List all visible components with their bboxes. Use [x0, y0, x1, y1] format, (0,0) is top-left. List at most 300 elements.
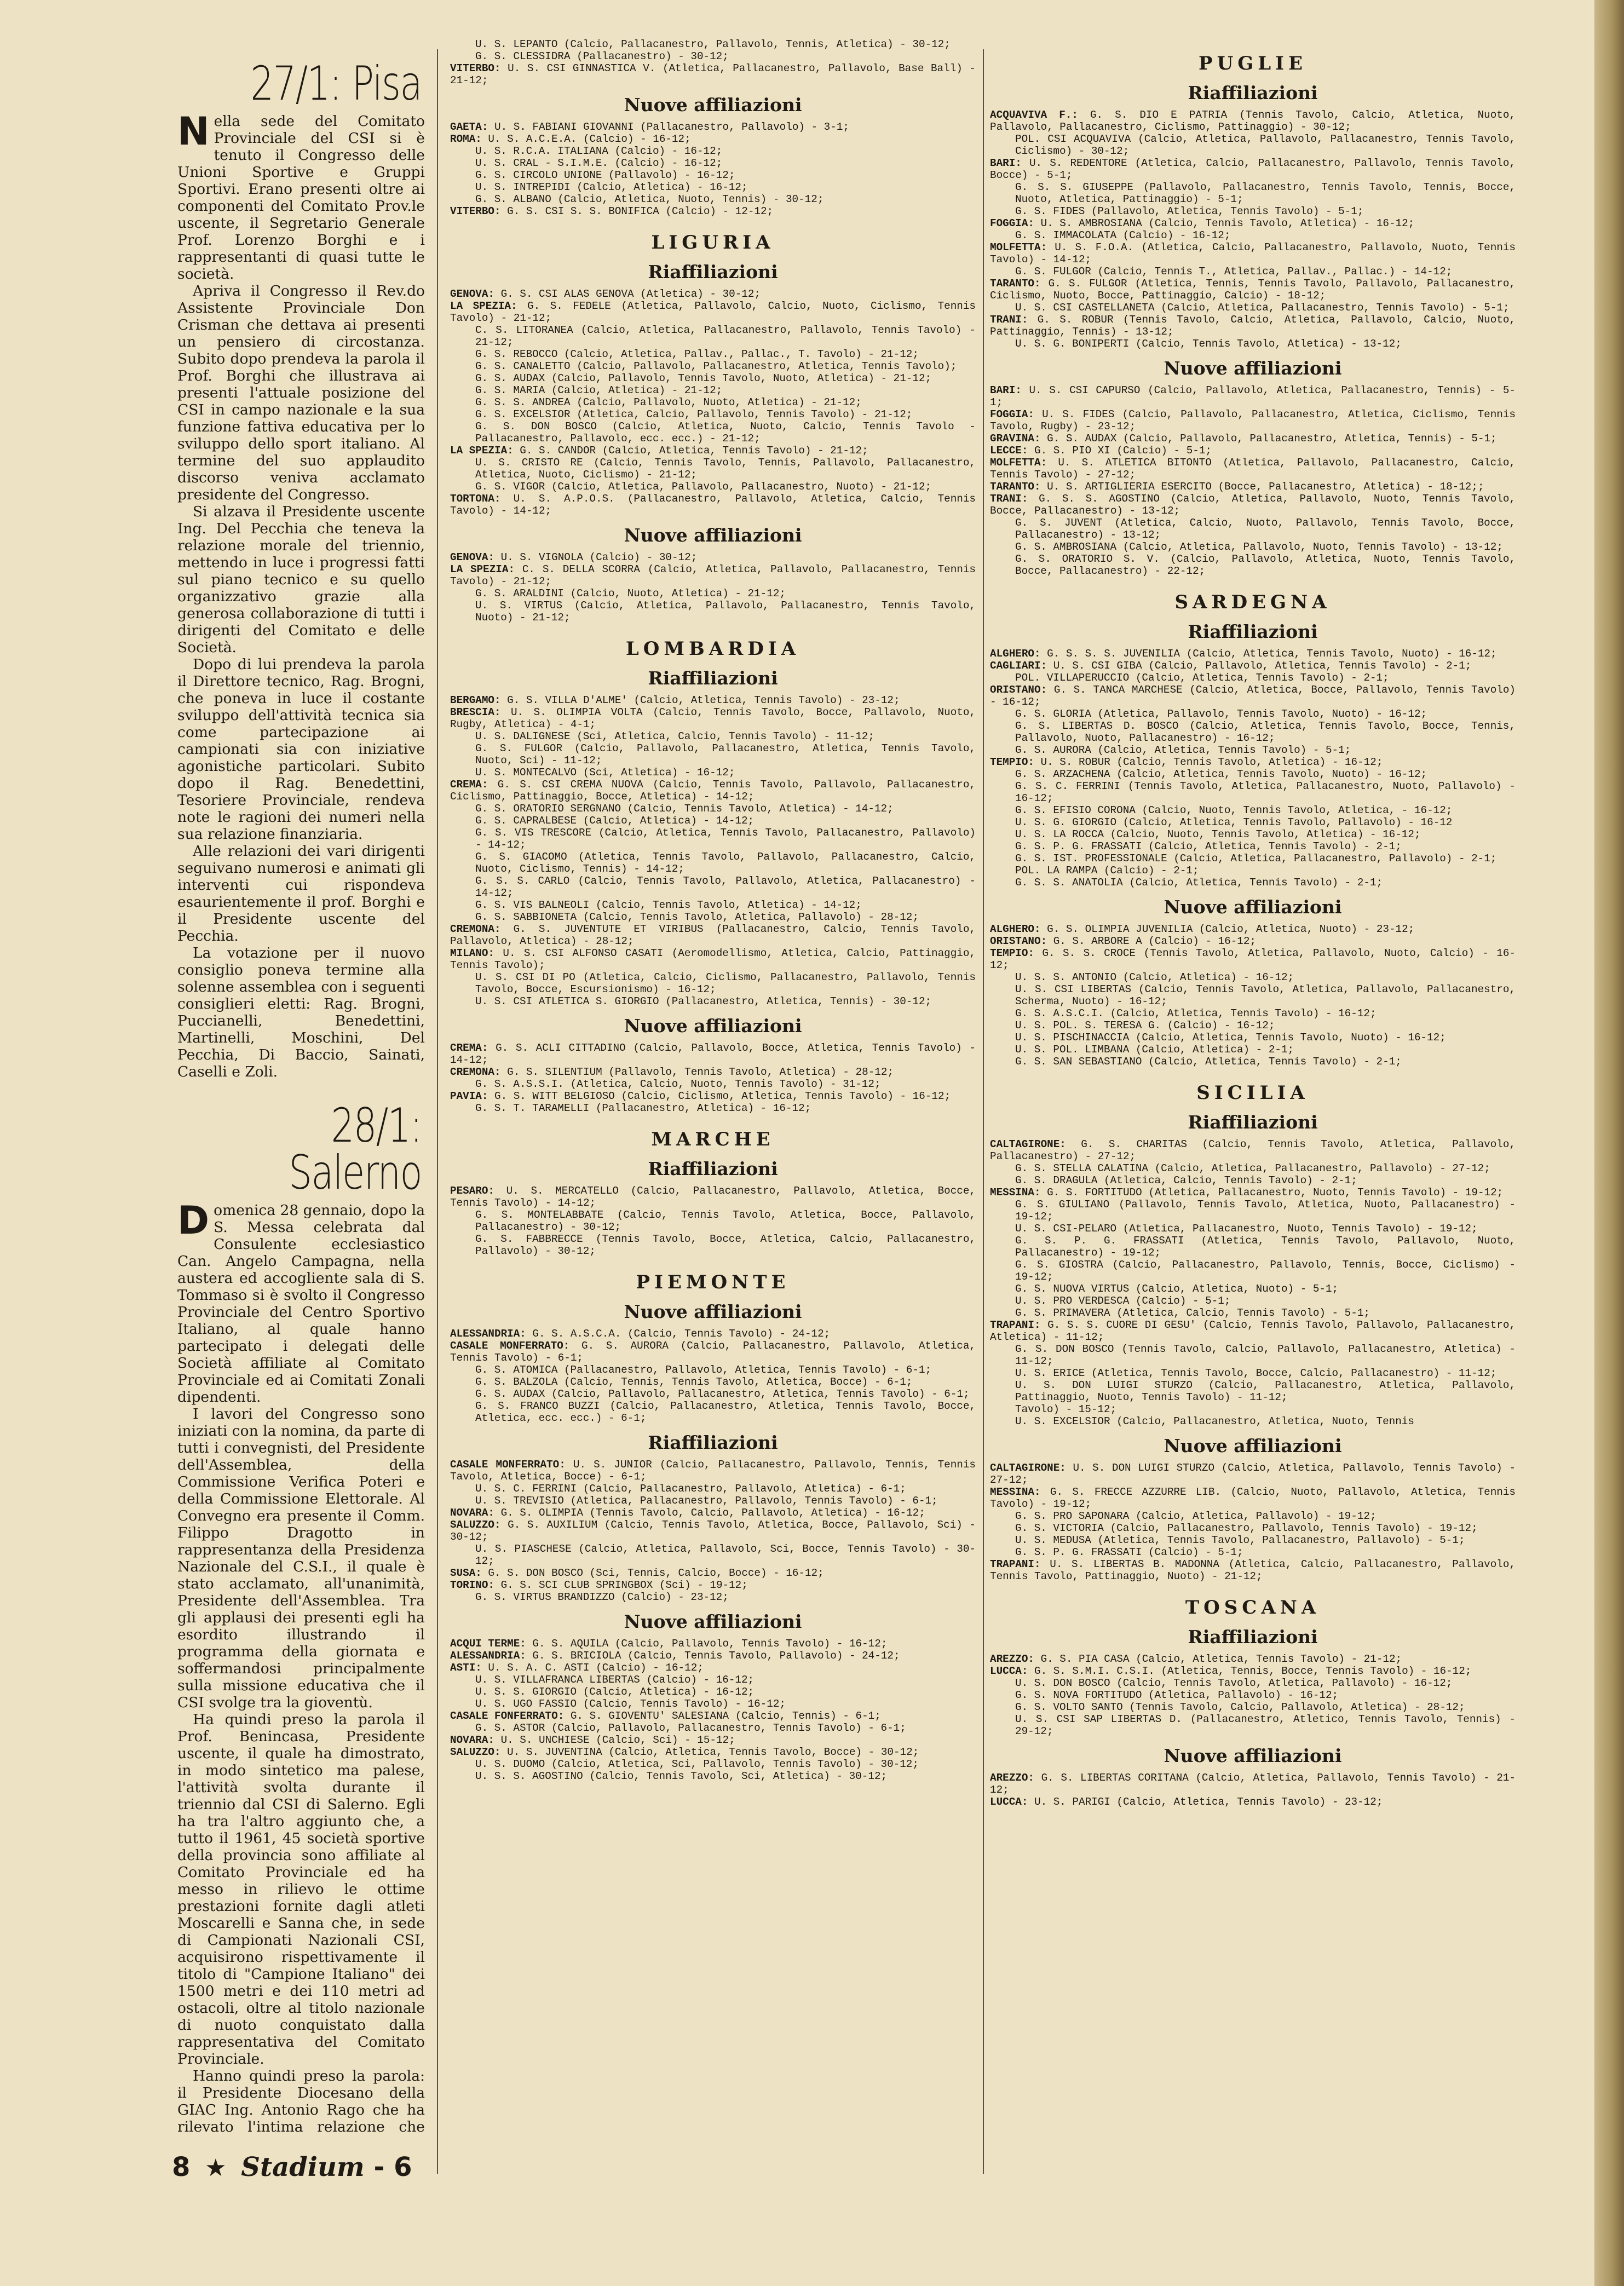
affiliation-entry	[990, 1199, 1516, 1223]
entry-text: U. S. S. GIORGIO (Calcio, Atletica) - 16-12;	[475, 1686, 755, 1698]
entry-text: G. S. P. G. FRASSATI (Calcio) - 5-1;	[1015, 1546, 1243, 1558]
section-subheading: Riaffiliazioni	[648, 1158, 778, 1179]
affiliation-entry	[990, 1295, 1516, 1307]
affiliation-entry	[450, 1650, 976, 1662]
affiliation-entry	[990, 1534, 1516, 1546]
affiliation-entry	[450, 421, 976, 445]
entry-text: U. S. MERCATELLO (Calcio, Pallacanestro, Pallavolo, Atletica, Bocce, Tennis Tavolo) - 14-12;	[450, 1185, 976, 1209]
entry-text: U. S. C. FERRINI (Calcio, Pallacanestro, Pallavolo, Atletica) - 6-1;	[475, 1483, 906, 1495]
affiliation-entry	[450, 995, 976, 1007]
entry-text: G. S. NUOVA VIRTUS (Calcio, Atletica, Nuoto) - 5-1;	[1015, 1283, 1339, 1295]
entry-text: U. S. OLIMPIA VOLTA (Calcio, Tennis Tavolo, Bocce, Pallavolo, Nuoto, Rugby, Atletica) - 4-1;	[450, 706, 976, 730]
affiliation-entry	[450, 324, 976, 348]
affiliation-entry	[990, 756, 1516, 768]
entry-text: G. S. DIO E PATRIA (Tennis Tavolo, Calcio, Atletica, Nuoto, Pallavolo, Pallacanestro, Ciclismo, Pattinaggio) - 30-12;	[990, 109, 1516, 133]
city-label: LECCE:	[990, 445, 1028, 457]
affiliation-entry	[450, 1722, 976, 1734]
affiliation-entry	[990, 1007, 1516, 1020]
city-label: TRAPANI:	[990, 1319, 1041, 1331]
region-heading: SARDEGNA	[1174, 591, 1331, 613]
affiliation-entry	[990, 865, 1516, 877]
affiliation-entry	[450, 1376, 976, 1388]
entry-text: U. S. UGO FASSIO (Calcio, Tennis Tavolo) - 16-12;	[475, 1698, 786, 1710]
entry-text: G. S. PRO SAPONARA (Calcio, Atletica, Pallavolo) - 19-12;	[1015, 1510, 1377, 1522]
section-subheading: Nuove affiliazioni	[1164, 896, 1342, 918]
city-label: TORINO:	[450, 1579, 494, 1591]
entry-text: U. S. R.C.A. ITALIANA (Calcio) - 16-12;	[475, 145, 723, 157]
entry-text: G. S. ALBANO (Calcio, Atletica, Nuoto, Tennis) - 30-12;	[475, 193, 824, 205]
city-label: VITERBO:	[450, 205, 501, 217]
entry-text: U. S. LA ROCCA (Calcio, Nuoto, Tennis Tavolo, Atletica) - 16-12;	[1015, 828, 1421, 840]
affiliation-entry	[990, 1056, 1516, 1068]
affiliation-entry	[450, 493, 976, 517]
affiliation-entry	[450, 1770, 976, 1782]
affiliation-entry	[990, 314, 1516, 338]
affiliation-entry	[990, 1162, 1516, 1174]
entry-text: G. S. CANALETTO (Calcio, Pallavolo, Pallacanestro, Atletica, Tennis Tavolo);	[475, 360, 957, 372]
city-label: LA SPEZIA:	[450, 445, 514, 457]
city-label: AREZZO:	[990, 1653, 1034, 1665]
entry-text: U. S. ERICE (Atletica, Tennis Tavolo, Bocce, Calcio, Pallacanestro) - 11-12;	[1015, 1367, 1497, 1379]
affiliation-entry	[990, 1379, 1516, 1403]
entry-text: G. S. FULGOR (Atletica, Tennis, Tennis Tavolo, Pallavolo, Pallacanestro, Ciclismo, Nuoto, Bocce, Pattinaggio, Calcio) - 18-12;	[990, 278, 1516, 302]
entry-text: POL. CSI ACQUAVIVA (Calcio, Atletica, Pallavolo, Pallacanestro, Tennis Tavolo, Ciclismo) - 30-12;	[1015, 133, 1516, 157]
region-heading: LOMBARDIA	[625, 638, 801, 660]
city-label: GENOVA:	[450, 288, 494, 300]
entry-text: G. S. PIO XI (Calcio) - 5-1;	[1028, 445, 1212, 457]
affiliation-entry	[990, 1343, 1516, 1367]
entry-text: Tavolo) - 15-12;	[1015, 1403, 1117, 1415]
affiliation-entry	[990, 1307, 1516, 1319]
affiliation-entry	[990, 828, 1516, 840]
paragraph-text: omenica 28 gennaio, dopo la S. Messa celebrata dal Consulente ecclesiastico Can. Angelo Campagna, nella austera ed accogliente sala di S. Tommaso si è svolto il Congresso Provinciale del Centro Sportivo Italiano, al quale hanno partecipato i delegati delle Società affiliate al Comitato Provinciale ed ai Comitati Zonali dipendenti.	[177, 1202, 425, 1406]
entry-text: U. S. S. AGOSTINO (Calcio, Tennis Tavolo, Sci, Atletica) - 30-12;	[475, 1770, 888, 1782]
affiliation-entry	[450, 1758, 976, 1770]
entry-text: G. S. A.S.S.I. (Atletica, Calcio, Nuoto, Tennis Tavolo) - 31-12;	[475, 1078, 881, 1090]
entry-text: U. S. VIRTUS (Calcio, Atletica, Pallavolo, Pallacanestro, Tennis Tavolo, Nuoto) - 21-12;	[475, 600, 976, 624]
city-label: ALESSANDRIA:	[450, 1328, 526, 1340]
column-rule	[983, 49, 984, 2174]
city-label: CALTAGIRONE:	[990, 1462, 1066, 1474]
region-heading: MARCHE	[651, 1128, 775, 1150]
affiliation-entry	[450, 947, 976, 971]
affiliation-entry	[450, 1209, 976, 1233]
city-label: CREMONA:	[450, 923, 501, 935]
city-label: MESSINA:	[990, 1187, 1041, 1199]
affiliation-entry	[450, 563, 976, 588]
city-label: CREMA:	[450, 779, 488, 791]
entry-text: U. S. JUVENTINA (Calcio, Atletica, Tennis Tavolo, Bocce) - 30-12;	[500, 1746, 919, 1758]
entry-text: G. S. AMBROSIANA (Calcio, Atletica, Pallavolo, Nuoto, Tennis Tavolo) - 13-12;	[1015, 541, 1503, 553]
affiliation-entry	[990, 1653, 1516, 1665]
entry-text: G. S. T. TARAMELLI (Pallacanestro, Atletica) - 16-12;	[475, 1102, 811, 1114]
entry-text: G. S. ARALDINI (Calcio, Nuoto, Atletica) - 21-12;	[475, 588, 786, 600]
region-heading: PUGLIE	[1199, 53, 1307, 74]
city-label: TARANTO:	[990, 278, 1041, 290]
city-label: CASALE MONFERRATO:	[450, 1340, 570, 1352]
affiliation-entry	[990, 517, 1516, 541]
affiliation-entry	[990, 804, 1516, 816]
entry-text: G. S. OLIMPIA JUVENILIA (Calcio, Atletica, Nuoto) - 23-12;	[1040, 923, 1415, 935]
affiliation-entry	[450, 875, 976, 899]
entry-text: G. S. AURORA (Calcio, Atletica, Tennis Tavolo) - 5-1;	[1015, 744, 1351, 756]
entry-text: U. S. ARTIGLIERIA ESERCITO (Bocce, Pallacanestro, Atletica) - 18-12;;	[1040, 481, 1484, 493]
affiliation-entry	[990, 1415, 1516, 1427]
page-number: 8	[172, 2152, 191, 2183]
entry-text: G. S. SABBIONETA (Calcio, Tennis Tavolo, Atletica, Pallavolo) - 28-12;	[475, 911, 919, 923]
entry-text: G. S. GIOVENTU' SALESIANA (Calcio, Tennis) - 6-1;	[564, 1710, 881, 1722]
entry-text: U. S. MONTECALVO (Sci, Atletica) - 16-12;	[475, 767, 735, 779]
affiliation-entry	[990, 853, 1516, 865]
section-subheading: Nuove affiliazioni	[624, 1015, 802, 1037]
affiliation-entry	[990, 648, 1516, 660]
affiliations-column-right	[990, 38, 1516, 2163]
entry-text: G. S. AUDAX (Calcio, Pallavolo, Pallacanestro, Atletica, Tennis Tavolo) - 6-1;	[475, 1388, 970, 1400]
affiliation-entry	[990, 1713, 1516, 1737]
affiliations-column-middle	[450, 38, 976, 2163]
paragraph-text: ella sede del Comitato Provinciale del CSI si è tenuto il Congresso delle Unioni Sportive e Gruppi Sportivi. Erano presenti oltre ai componenti del Comitato Prov.le uscente, il Segretario Generale Prof. Lorenzo Borghi e i rappresentanti di quasi tutte le società.	[177, 113, 425, 283]
affiliation-entry	[990, 1522, 1516, 1534]
entry-text: G. S. FABBRECCE (Tennis Tavolo, Bocce, Atletica, Calcio, Pallacanestro, Pallavolo) - 30-12;	[475, 1233, 976, 1257]
affiliation-entry	[450, 348, 976, 360]
entry-text: U. S. DON LUIGI STURZO (Calcio, Pallacanestro, Atletica, Pallavolo, Pattinaggio, Nuoto, Tennis Tavolo) - 11-12;	[1015, 1379, 1516, 1403]
region-heading: LIGURIA	[651, 232, 775, 254]
city-label: BARI:	[990, 384, 1022, 396]
city-label: SUSA:	[450, 1567, 482, 1579]
binding-spine	[1594, 0, 1624, 2286]
affiliation-entry	[450, 384, 976, 396]
entry-text: U. S. DON LUIGI STURZO (Calcio, Atletica, Pallavolo, Tennis Tavolo) - 27-12;	[990, 1462, 1516, 1486]
affiliation-entry	[450, 300, 976, 324]
affiliation-entry	[450, 121, 976, 133]
entry-text: U. S. CSI SAP LIBERTAS D. (Pallacanestro, Atletico, Tennis Tavolo, Tennis) - 29-12;	[1015, 1713, 1516, 1737]
salerno-article	[177, 1198, 425, 2135]
article-paragraph	[177, 1198, 425, 1406]
section-subheading: Nuove affiliazioni	[624, 1301, 802, 1322]
section-subheading: Riaffiliazioni	[1188, 1626, 1318, 1648]
entry-text: G. S. EXCELSIOR (Atletica, Calcio, Pallavolo, Tennis Tavolo) - 21-12;	[475, 408, 913, 421]
affiliation-entry	[450, 1364, 976, 1376]
entry-text: G. S. GIOSTRA (Calcio, Pallacanestro, Pallavolo, Tennis, Bocce, Ciclismo) - 19-12;	[1015, 1259, 1516, 1283]
entry-text: G. S. CHARITAS (Calcio, Tennis Tavolo, Atletica, Pallavolo, Pallacanestro) - 27-12;	[990, 1138, 1516, 1162]
affiliation-entry	[450, 1662, 976, 1674]
affiliation-entry	[990, 1403, 1516, 1415]
affiliation-entry	[450, 1698, 976, 1710]
entry-text: G. S. AQUILA (Calcio, Pallavolo, Tennis Tavolo) - 16-12;	[526, 1638, 888, 1650]
entry-text: G. S. VIS TRESCORE (Calcio, Atletica, Tennis Tavolo, Pallacanestro, Pallavolo) - 14-12;	[475, 827, 976, 851]
city-label: TRAPANI:	[990, 1558, 1041, 1570]
entry-text: G. S. CIRCOLO UNIONE (Pallavolo) - 16-12;	[475, 169, 735, 181]
affiliation-entry	[990, 1235, 1516, 1259]
affiliation-entry	[990, 241, 1516, 266]
city-label: ASTI:	[450, 1662, 482, 1674]
affiliation-entry	[990, 1044, 1516, 1056]
entry-text: G. S. ARBORE A (Calcio) - 16-12;	[1047, 935, 1256, 947]
entry-text: G. S. C. FERRINI (Tennis Tavolo, Atletica, Pallacanestro, Nuoto, Pallavolo) - 16-12;	[1015, 780, 1516, 804]
affiliation-entry	[990, 672, 1516, 684]
affiliation-entry	[990, 744, 1516, 756]
affiliation-entry	[990, 1462, 1516, 1486]
entry-text: U. S. A.C.E.A. (Calcio) - 16-12;	[481, 133, 691, 145]
city-label: PAVIA:	[450, 1090, 488, 1102]
entry-text: G. S. VIRTUS BRANDIZZO (Calcio) - 23-12;	[475, 1591, 729, 1603]
entry-text: G. S. FEDELE (Atletica, Pallavolo, Calcio, Nuoto, Ciclismo, Tennis Tavolo) - 21-12;	[450, 300, 976, 324]
entry-text: G. S. GIACOMO (Atletica, Tennis Tavolo, Pallavolo, Pallacanestro, Calcio, Nuoto, Ciclismo, Tennis) - 14-12;	[475, 851, 976, 875]
entry-text: U. S. VILLAFRANCA LIBERTAS (Calcio) - 16-12;	[475, 1674, 755, 1686]
affiliation-entry	[450, 1710, 976, 1722]
affiliation-entry	[450, 1591, 976, 1603]
article-paragraph: Alle relazioni dei vari dirigenti seguivano numerosi e animati gli interventi cui rispondeva esaurientemente il prof. Borghi e il Presidente uscente del Pecchia.	[177, 843, 425, 945]
affiliation-entry	[450, 1483, 976, 1495]
affiliation-entry	[990, 780, 1516, 804]
entry-text: U. S. PARIGI (Calcio, Atletica, Tennis Tavolo) - 23-12;	[1028, 1796, 1383, 1808]
city-label: VITERBO:	[450, 62, 501, 74]
section-subheading: Nuove affiliazioni	[624, 1611, 802, 1632]
affiliation-entry	[990, 433, 1516, 445]
affiliation-entry	[990, 553, 1516, 577]
city-label: ACQUI TERME:	[450, 1638, 526, 1650]
issue-number: - 6	[373, 2152, 412, 2183]
city-label: MOLFETTA:	[990, 241, 1047, 254]
affiliation-entry	[450, 971, 976, 995]
entry-text: U. S. REDENTORE (Atletica, Calcio, Pallacanestro, Pallavolo, Tennis Tavolo, Bocce) - 5-1;	[990, 157, 1516, 181]
affiliation-entry	[450, 396, 976, 408]
affiliation-entry	[990, 133, 1516, 157]
entry-text: G. S. FULGOR (Calcio, Tennis T., Atletica, Pallav., Pallac.) - 14-12;	[1015, 266, 1453, 278]
entry-text: G. S. CSI ALAS GENOVA (Atletica) - 30-12;	[494, 288, 761, 300]
city-label: CASALE MONFERRATO:	[450, 1459, 566, 1471]
affiliation-entry	[990, 157, 1516, 181]
affiliation-entry	[990, 493, 1516, 517]
article-paragraph: Apriva il Congresso il Rev.do Assistente Provinciale Don Crisman che dettava ai presenti un pensiero di circostanza. Subito dopo prendeva la parola il Prof. Borghi che illustrava ai presenti l'attuale posizione del CSI in campo nazionale e la sua funzione fattiva educativa per lo sviluppo dello sport italiano. Al termine del suo applaudito discorso veniva acclamato presidente del Congresso.	[177, 283, 425, 503]
entry-text: U. S. G. GIORGIO (Calcio, Atletica, Tennis Tavolo, Pallavolo) - 16-12	[1015, 816, 1453, 828]
affiliation-entry	[450, 1519, 976, 1543]
affiliation-entry	[450, 360, 976, 372]
entry-text: G. S. BRICIOLA (Calcio, Tennis Tavolo, Pallavolo) - 24-12;	[526, 1650, 900, 1662]
article-paragraph: Si alzava il Presidente uscente Ing. Del Pecchia che teneva la relazione morale del triennio, mettendo in luce i progressi fatti sul piano tecnico e su quello organizzativo grazie alla generosa collaborazione di tutti i dirigenti del Comitato e delle Società.	[177, 503, 425, 656]
affiliation-entry	[450, 1042, 976, 1066]
affiliation-entry	[450, 1638, 976, 1650]
affiliation-entry	[450, 1388, 976, 1400]
entry-text: G. S. ORATORIO SERGNANO (Calcio, Tennis Tavolo, Atletica) - 14-12;	[475, 803, 894, 815]
entry-text: U. S. A. C. ASTI (Calcio) - 16-12;	[481, 1662, 704, 1674]
section-subheading: Nuove affiliazioni	[1164, 1435, 1342, 1456]
entry-text: G. S. WITT BELGIOSO (Calcio, Ciclismo, Atletica, Tennis Tavolo) - 16-12;	[488, 1090, 951, 1102]
city-label: AREZZO:	[990, 1772, 1034, 1784]
entry-text: G. S. FULGOR (Calcio, Pallavolo, Pallacanestro, Atletica, Tennis Tavolo, Nuoto, Sci) - 11-12;	[475, 742, 976, 767]
entry-text: U. S. UNCHIESE (Calcio, Sci) - 15-12;	[494, 1734, 735, 1746]
affiliation-entry	[990, 278, 1516, 302]
affiliation-entry	[990, 1020, 1516, 1032]
city-label: LUCCA:	[990, 1665, 1028, 1677]
entry-text: G. S. JUVENT (Atletica, Calcio, Nuoto, Pallavolo, Tennis Tavolo, Bocce, Pallacanestro) - 13-12;	[1015, 517, 1516, 541]
entry-text: G. S. NOVA FORTITUDO (Atletica, Pallavolo) - 16-12;	[1015, 1689, 1339, 1701]
affiliation-entry	[450, 1078, 976, 1090]
entry-text: G. S. IMMACOLATA (Calcio) - 16-12;	[1015, 229, 1231, 241]
entry-text: G. S. JUVENTUTE ET VIRIBUS (Pallacanestro, Calcio, Tennis Tavolo, Pallavolo, Atletica) - 28-12;	[450, 923, 976, 947]
entry-text: G. S. S. CUORE DI GESU' (Calcio, Tennis Tavolo, Pallavolo, Pallacanestro, Atletica) - 11-12;	[990, 1319, 1516, 1343]
city-label: SALUZZO:	[450, 1746, 501, 1758]
entry-text: U. S. S. ANTONIO (Calcio, Atletica) - 16-12;	[1015, 971, 1294, 983]
affiliation-entry	[990, 923, 1516, 935]
section-subheading: Nuove affiliazioni	[624, 94, 802, 116]
affiliation-entry	[990, 1772, 1516, 1796]
affiliation-entry	[450, 1400, 976, 1424]
entry-text: U. S. JUNIOR (Calcio, Pallacanestro, Pallavolo, Tennis, Tennis Tavolo, Atletica, Bocce) - 6-1;	[450, 1459, 976, 1483]
entry-text: C. S. DELLA SCORRA (Calcio, Atletica, Pallavolo, Pallacanestro, Tennis Tavolo) - 21-12;	[450, 563, 976, 588]
entry-text: G. S. S. ANATOLIA (Calcio, Atletica, Tennis Tavolo) - 2-1;	[1015, 877, 1383, 889]
entry-text: U. S. LEPANTO (Calcio, Pallacanestro, Pallavolo, Tennis, Atletica) - 30-12;	[475, 38, 951, 50]
affiliation-entry	[450, 50, 976, 62]
entry-text: G. S. SCI CLUB SPRINGBOX (Sci) - 19-12;	[494, 1579, 748, 1591]
entry-text: POL. VILLAPERUCCIO (Calcio, Atletica, Tennis Tavolo) - 2-1;	[1015, 672, 1389, 684]
entry-text: G. S. DON BOSCO (Tennis Tavolo, Calcio, Pallavolo, Pallacanestro, Atletica) - 11-12;	[1015, 1343, 1516, 1367]
affiliation-entry	[450, 1495, 976, 1507]
entry-text: G. S. GIULIANO (Pallavolo, Tennis Tavolo, Atletica, Nuoto, Pallacanestro) - 19-12;	[1015, 1199, 1516, 1223]
city-label: FOGGIA:	[990, 217, 1034, 229]
affiliation-entry	[990, 840, 1516, 853]
city-label: BRESCIA:	[450, 706, 501, 718]
drop-cap: D	[177, 1198, 210, 1243]
affiliation-entry	[450, 1543, 976, 1567]
section-subheading: Nuove affiliazioni	[624, 525, 802, 546]
affiliation-entry	[990, 1558, 1516, 1582]
entry-text: G. S. ACLI CITTADINO (Calcio, Pallavolo, Bocce, Atletica, Tennis Tavolo) - 14-12;	[450, 1042, 976, 1066]
affiliation-entry	[450, 408, 976, 421]
affiliation-entry	[990, 684, 1516, 708]
entry-text: U. S. AMBROSIANA (Calcio, Tennis Tavolo, Atletica) - 16-12;	[1034, 217, 1415, 229]
section-subheading: Nuove affiliazioni	[1164, 1745, 1342, 1766]
section-subheading: Nuove affiliazioni	[1164, 358, 1342, 379]
affiliation-entry	[990, 877, 1516, 889]
affiliation-entry	[990, 1032, 1516, 1044]
affiliation-entry	[450, 133, 976, 145]
entry-text: G. S. SAN SEBASTIANO (Calcio, Atletica, Tennis Tavolo) - 2-1;	[1015, 1056, 1402, 1068]
entry-text: G. S. VICTORIA (Calcio, Pallacanestro, Pallavolo, Tennis Tavolo) - 19-12;	[1015, 1522, 1478, 1534]
city-label: NOVARA:	[450, 1507, 494, 1519]
entry-text: G. S. CSI CREMA NUOVA (Calcio, Tennis Tavolo, Pallavolo, Pallacanestro, Ciclismo, Pattinaggio, Bocce, Atletica) - 14-12;	[450, 779, 976, 803]
affiliation-entry	[450, 694, 976, 706]
affiliation-entry	[450, 457, 976, 481]
city-label: FOGGIA:	[990, 408, 1034, 421]
affiliation-entry	[450, 372, 976, 384]
affiliation-entry	[450, 600, 976, 624]
affiliation-entry	[990, 541, 1516, 553]
article-paragraph: Hanno quindi preso la parola: il Presidente Diocesano della GIAC Ing. Antonio Rago che ha rilevato l'intima relazione che	[177, 2068, 425, 2135]
article-paragraph	[177, 109, 425, 283]
affiliation-entry	[990, 302, 1516, 314]
city-label: TEMPIO:	[990, 756, 1034, 768]
entry-text: G. S. A.S.C.I. (Calcio, Atletica, Tennis Tavolo) - 16-12;	[1015, 1007, 1377, 1020]
affiliation-entry	[990, 1138, 1516, 1162]
entry-text: U. S. CSI LIBERTAS (Calcio, Tennis Tavolo, Atletica, Pallavolo, Pallacanestro, Scherma, Nuoto) - 16-12;	[1015, 983, 1516, 1007]
entry-text: G. S. ROBUR (Tennis Tavolo, Calcio, Atletica, Pallavolo, Calcio, Nuoto, Pattinaggio, Tennis) - 13-12;	[990, 314, 1516, 338]
entry-text: U. S. F.O.A. (Atletica, Calcio, Pallacanestro, Pallavolo, Nuoto, Tennis Tavolo) - 14-12;	[990, 241, 1516, 266]
entry-text: G. S. STELLA CALATINA (Calcio, Atletica, Pallacanestro, Pallavolo) - 27-12;	[1015, 1162, 1490, 1174]
pisa-headline: 27/1: Pisa	[250, 56, 422, 111]
affiliation-entry	[990, 445, 1516, 457]
affiliation-entry	[990, 1174, 1516, 1187]
reports-column	[177, 38, 425, 2135]
affiliation-entry	[990, 935, 1516, 947]
affiliation-entry	[990, 1367, 1516, 1379]
entry-text: U. S. FIDES (Calcio, Pallavolo, Pallacanestro, Atletica, Ciclismo, Tennis Tavolo, Rugby) - 23-12;	[990, 408, 1516, 433]
entry-text: G. S. DON BOSCO (Calcio, Atletica, Nuoto, Calcio, Tennis Tavolo - Pallacanestro, Pallavolo, ecc. ecc.) - 21-12;	[475, 421, 976, 445]
entry-text: G. S. S. S. JUVENILIA (Calcio, Atletica, Tennis Tavolo, Nuoto) - 16-12;	[1040, 648, 1497, 660]
entry-text: G. S. S. CROCE (Tennis Tavolo, Atletica, Pallavolo, Nuoto, Calcio) - 16-12;	[990, 947, 1516, 971]
entry-text: G. S. FIDES (Pallavolo, Atletica, Tennis Tavolo) - 5-1;	[1015, 205, 1364, 217]
affiliation-entry	[990, 457, 1516, 481]
city-label: TARANTO:	[990, 481, 1041, 493]
column-rule	[437, 49, 438, 2174]
city-label: TRANI:	[990, 493, 1028, 505]
section-subheading: Riaffiliazioni	[648, 261, 778, 283]
city-label: BARI:	[990, 157, 1022, 169]
affiliation-entry	[990, 181, 1516, 205]
entry-text: U. S. CRAL - S.I.M.E. (Calcio) - 16-12;	[475, 157, 723, 169]
entry-text: U. S. CSI CAPURSO (Calcio, Pallavolo, Atletica, Pallacanestro, Tennis) - 5-1;	[990, 384, 1516, 408]
affiliation-entry	[990, 408, 1516, 433]
affiliation-entry	[990, 266, 1516, 278]
entry-text: G. S. MONTELABBATE (Calcio, Tennis Tavolo, Atletica, Bocce, Pallavolo, Pallacanestro) - 30-12;	[475, 1209, 976, 1233]
affiliation-entry	[990, 983, 1516, 1007]
entry-text: U. S. MEDUSA (Atletica, Tennis Tavolo, Pallacanestro, Pallavolo) - 5-1;	[1015, 1534, 1465, 1546]
section-subheading: Riaffiliazioni	[1188, 621, 1318, 642]
affiliation-entry	[990, 768, 1516, 780]
affiliation-entry	[990, 1283, 1516, 1295]
city-label: CREMA:	[450, 1042, 488, 1054]
entry-text: G. S. DON BOSCO (Sci, Tennis, Calcio, Bocce) - 16-12;	[481, 1567, 824, 1579]
affiliation-entry	[450, 742, 976, 767]
affiliation-entry	[450, 803, 976, 815]
entry-text: U. S. INTREPIDI (Calcio, Atletica) - 16-12;	[475, 181, 748, 193]
affiliation-entry	[450, 169, 976, 181]
entry-text: G. S. S. CARLO (Calcio, Tennis Tavolo, Pallavolo, Atletica, Pallacanestro) - 14-12;	[475, 875, 976, 899]
entry-text: U. S. CSI GIBA (Calcio, Pallavolo, Atletica, Tennis Tavolo) - 2-1;	[1047, 660, 1472, 672]
city-label: TEMPIO:	[990, 947, 1034, 959]
city-label: CAGLIARI:	[990, 660, 1047, 672]
entry-text: POL. LA RAMPA (Calcio) - 2-1;	[1015, 865, 1199, 877]
affiliation-entry	[990, 384, 1516, 408]
entry-text: U. S. CSI CASTELLANETA (Calcio, Atletica, Pallacanestro, Tennis Tavolo) - 5-1;	[1015, 302, 1510, 314]
entry-text: G. S. S. ANDREA (Calcio, Pallavolo, Nuoto, Atletica) - 21-12;	[475, 396, 862, 408]
entry-text: G. S. LIBERTAS D. BOSCO (Calcio, Atletica, Tennis Tavolo, Bocce, Tennis, Pallavolo, Nuoto, Pallacanestro) - 16-12;	[1015, 720, 1516, 744]
affiliation-entry	[450, 1746, 976, 1758]
affiliation-entry	[450, 1459, 976, 1483]
region-heading: TOSCANA	[1185, 1597, 1321, 1619]
city-label: TRANI:	[990, 314, 1028, 326]
city-label: GAETA:	[450, 121, 488, 133]
affiliation-entry	[990, 708, 1516, 720]
entry-text: G. S. VIGOR (Calcio, Atletica, Pallavolo, Pallacanestro, Nuoto) - 21-12;	[475, 481, 932, 493]
affiliation-entry	[990, 229, 1516, 241]
entry-text: U. S. CSI ALFONSO CASATI (Aeromodellismo, Atletica, Calcio, Pattinaggio, Tennis Tavolo);	[450, 947, 976, 971]
city-label: CASALE FONFERRATO:	[450, 1710, 565, 1722]
entry-text: G. S. VOLTO SANTO (Tennis Tavolo, Calcio, Pallavolo, Atletica) - 28-12;	[1015, 1701, 1465, 1713]
entry-text: U. S. G. BONIPERTI (Calcio, Tennis Tavolo, Atletica) - 13-12;	[1015, 338, 1402, 350]
city-label: ALGHERO:	[990, 648, 1041, 660]
entry-text: G. S. IST. PROFESSIONALE (Calcio, Atletica, Pallacanestro, Pallavolo) - 2-1;	[1015, 853, 1497, 865]
affiliation-entry	[990, 1259, 1516, 1283]
affiliation-entry	[990, 947, 1516, 971]
entry-text: G. S. AUDAX (Calcio, Pallavolo, Pallacanestro, Atletica, Tennis) - 5-1;	[1040, 433, 1497, 445]
entry-text: U. S. PIASCHESE (Calcio, Atletica, Pallavolo, Sci, Bocce, Tennis Tavolo) - 30-12;	[475, 1543, 976, 1567]
entry-text: G. S. FRECCE AZZURRE LIB. (Calcio, Nuoto, Pallavolo, Atletica, Tennis Tavolo) - 19-12;	[990, 1486, 1516, 1510]
affiliation-entry	[990, 205, 1516, 217]
entry-text: G. S. S. AGOSTINO (Calcio, Atletica, Pallavolo, Nuoto, Tennis Tavolo, Bocce, Pallacanestro) - 13-12;	[990, 493, 1516, 517]
city-label: ALGHERO:	[990, 923, 1041, 935]
entry-text: U. S. TREVISIO (Atletica, Pallacanestro, Pallavolo, Tennis Tavolo) - 6-1;	[475, 1495, 938, 1507]
